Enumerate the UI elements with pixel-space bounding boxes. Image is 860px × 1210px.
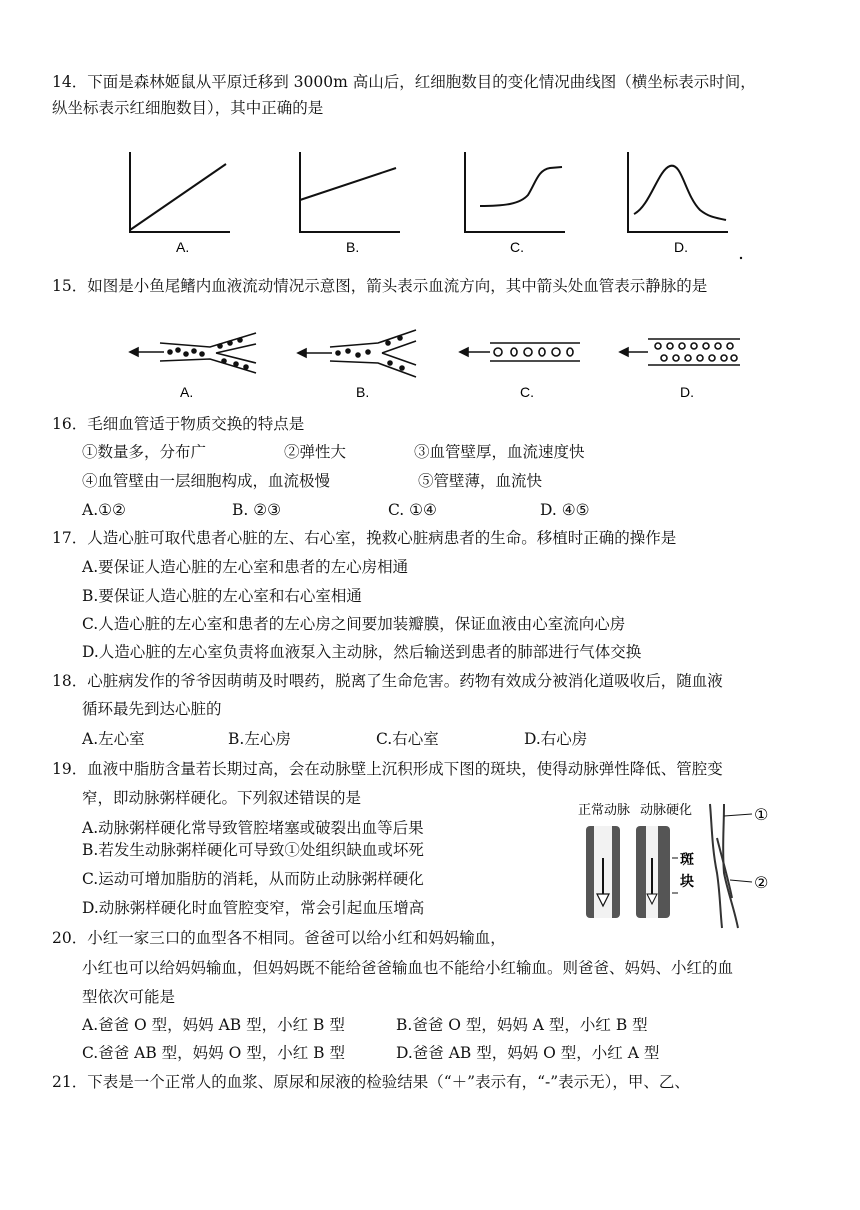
q18-option-a: A.左心室	[82, 730, 145, 748]
q16-option-d: D. ④⑤	[540, 501, 590, 519]
q19-option-a: A.动脉粥样硬化常导致管腔堵塞或破裂出血等后果	[82, 819, 424, 837]
graph-b-label: B.	[346, 239, 360, 255]
q19-option-d: D.动脉粥样硬化时血管腔变窄，常会引起血压增高	[82, 899, 425, 917]
graph-c-axes	[465, 152, 565, 232]
fig-plaque-label-2: 块	[680, 873, 694, 889]
graph-d-curve	[634, 166, 726, 220]
artery-branch-drawing	[710, 804, 738, 928]
q21-stem-line1: 21．下表是一个正常人的血浆、原尿和尿液的检验结果（“＋”表示有，“-”表示无），甲、乙、	[52, 1073, 690, 1091]
q16-statement-5: ⑤管壁薄，血流快	[418, 472, 543, 490]
q20-stem-line1: 20．小红一家三口的血型各不相同。爸爸可以给小红和妈妈输血，	[52, 929, 506, 947]
q19-stem-line1: 19．血液中脂肪含量若长期过高，会在动脉壁上沉积形成下图的斑块，使得动脉弹性降低、管腔变	[52, 760, 723, 778]
q16-statement-3: ③血管壁厚，血流速度快	[414, 443, 585, 461]
q19-option-b: B.若发生动脉粥样硬化可导致①处组织缺血或坏死	[82, 841, 424, 859]
q20-option-d: D.爸爸 AB 型，妈妈 O 型，小红 A 型	[396, 1044, 660, 1062]
q14-stem-line1: 14．下面是森林姬鼠从平原迁移到 3000m 高山后，红细胞数目的变化情况曲线图（横坐标表示时间，	[52, 73, 756, 91]
graph-b-line	[300, 168, 396, 200]
vessel-b-label: B.	[356, 384, 370, 400]
fig-hardened-artery-label: 动脉硬化	[640, 802, 693, 817]
vessel-c-label: C.	[520, 384, 534, 400]
graph-d-label: D.	[674, 239, 688, 255]
q15-vessels-figure	[120, 325, 760, 403]
q17-option-a: A.要保证人造心脏的左心室和患者的左心房相通	[82, 558, 409, 576]
graph-c-curve	[480, 167, 562, 206]
vessel-a-label: A.	[180, 384, 194, 400]
q19-artery-figure	[572, 798, 812, 933]
q17-stem: 17．人造心脏可取代患者心脏的左、右心室，挽救心脏病患者的生命。移植时正确的操作是	[52, 529, 677, 547]
vessel-b-wall-top	[330, 330, 416, 347]
graph-a-line	[130, 164, 226, 230]
fig-normal-artery-label: 正常动脉	[578, 802, 631, 817]
q18-option-c: C.右心室	[376, 730, 439, 748]
q17-option-d: D.人造心脏的左心室负责将血液泵入主动脉，然后输送到患者的肺部进行气体交换	[82, 643, 642, 661]
q18-option-b: B.左心房	[228, 730, 291, 748]
q14-stem-line2: 纵坐标表示红细胞数目），其中正确的是	[52, 99, 324, 117]
q16-statement-4: ④血管壁由一层细胞构成，血流极慢	[82, 472, 331, 490]
q18-stem-line2: 循环最先到达心脏的	[82, 700, 222, 718]
q15-stem: 15．如图是小鱼尾鳍内血液流动情况示意图，箭头表示血流方向，其中箭头处血管表示静脉的是	[52, 277, 708, 295]
q16-statement-2: ②弹性大	[284, 443, 347, 461]
q20-stem-line2: 小红也可以给妈妈输血，但妈妈既不能给爸爸输血也不能给小红输血。则爸爸、妈妈、小红的血	[82, 959, 734, 977]
q20-stem-line3: 型依次可能是	[82, 988, 176, 1006]
graph-c-label: C.	[510, 239, 524, 255]
q17-option-b: B.要保证人造心脏的左心室和右心室相通	[82, 587, 362, 605]
graph-d-axes	[628, 152, 728, 232]
q19-option-c: C.运动可增加脂肪的消耗，从而防止动脉粥样硬化	[82, 870, 424, 888]
q20-option-a: A.爸爸 O 型，妈妈 AB 型，小红 B 型	[82, 1016, 345, 1034]
q20-option-b: B.爸爸 O 型，妈妈 A 型，小红 B 型	[396, 1016, 648, 1034]
q16-option-b: B. ②③	[232, 501, 282, 519]
q17-option-c: C.人造心脏的左心室和患者的左心房之间要加装瓣膜，保证血液由心室流向心房	[82, 615, 626, 633]
q16-statement-1: ①数量多，分布广	[82, 443, 207, 461]
q20-option-c: C.爸爸 AB 型，妈妈 O 型，小红 B 型	[82, 1044, 345, 1062]
graph-a-label: A.	[176, 239, 190, 255]
q16-option-c: C. ①④	[388, 501, 437, 519]
q18-stem-line1: 18．心脏病发作的爷爷因萌萌及时喂药，脱离了生命危害。药物有效成分被消化道吸收后，随血液	[52, 672, 723, 690]
q18-option-d: D.右心房	[524, 730, 588, 748]
q14-graphs-figure	[110, 140, 790, 265]
fig-marker-2: ②	[754, 875, 769, 892]
vessel-d-label: D.	[680, 384, 694, 400]
q19-stem-line2: 窄，即动脉粥样硬化。下列叙述错误的是	[82, 789, 362, 807]
fig-plaque-label-1: 斑	[680, 851, 694, 867]
graph-b-axes	[300, 152, 400, 232]
hardened-artery-drawing	[636, 826, 670, 918]
normal-artery-drawing	[586, 826, 620, 918]
vessel-a-wall-bottom	[160, 359, 256, 373]
fig-marker-1: ①	[754, 807, 769, 824]
q16-stem: 16．毛细血管适于物质交换的特点是	[52, 415, 305, 433]
q16-option-a: A.①②	[82, 501, 126, 519]
